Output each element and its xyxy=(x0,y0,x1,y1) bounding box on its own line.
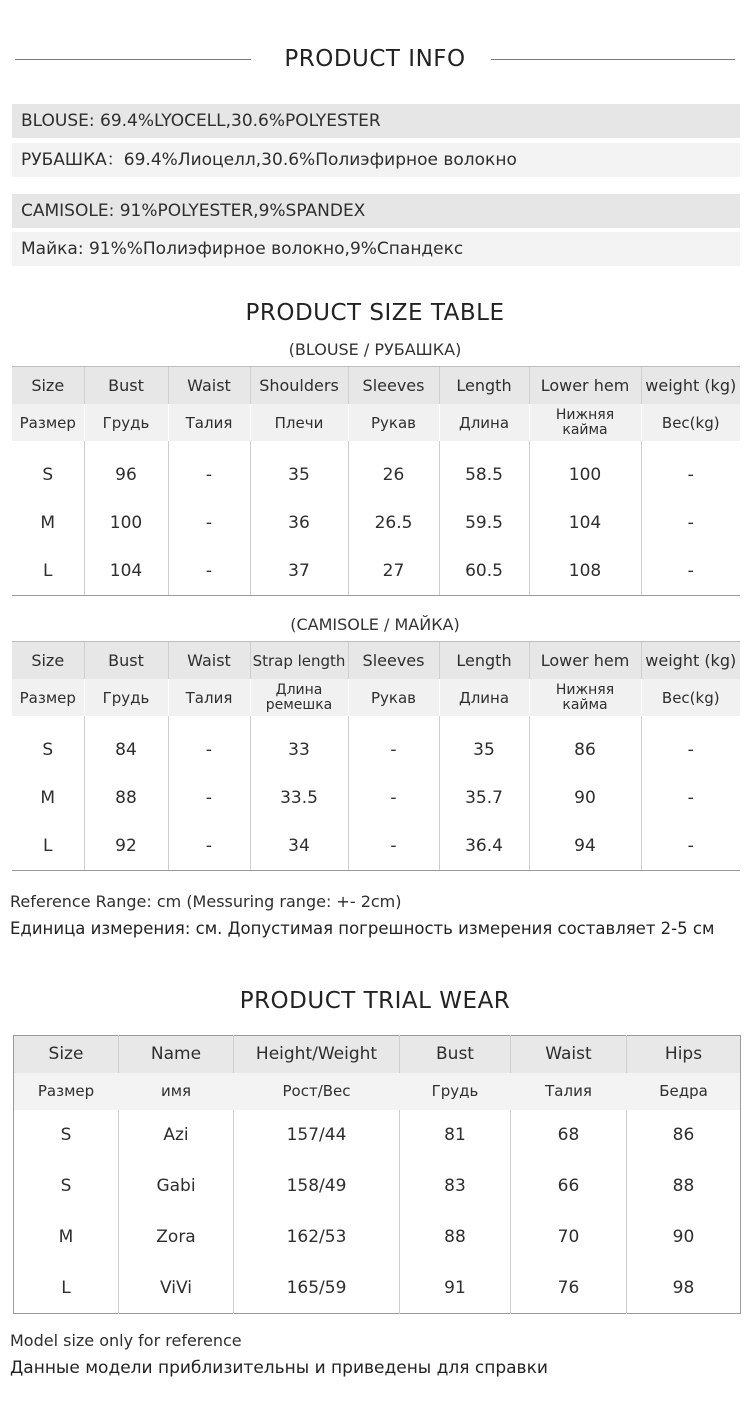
table-cell: 88 xyxy=(400,1212,511,1263)
header-cell: Sleeves xyxy=(348,367,439,404)
table-cell: - xyxy=(641,822,740,870)
header-cell: Waist xyxy=(168,367,250,404)
table-cell: 66 xyxy=(511,1161,627,1212)
info-camisole-en: CAMISOLE: 91%POLYESTER,9%SPANDEX xyxy=(12,194,740,228)
header-cell: Lower hem xyxy=(529,642,641,679)
header-cell-ru: Вес(kg) xyxy=(641,679,740,716)
header-cell-ru: Вес(kg) xyxy=(641,404,740,441)
table-cell: 35.7 xyxy=(439,774,529,822)
table-row xyxy=(12,774,740,822)
header-cell-ru: Размер xyxy=(14,1073,119,1110)
table-header-row xyxy=(12,367,740,404)
table-cell: Zora xyxy=(119,1212,234,1263)
header-cell-ru: Плечи xyxy=(250,404,348,441)
table-cell: 86 xyxy=(529,726,641,774)
table-cell: - xyxy=(641,547,740,595)
table-cell: M xyxy=(40,513,56,533)
header-cell: Length xyxy=(439,642,529,679)
table-cell: M xyxy=(58,1227,74,1247)
table-cell: 33.5 xyxy=(250,774,348,822)
header-cell-ru: Размер xyxy=(12,679,84,716)
header-cell: Height/Weight xyxy=(234,1036,400,1073)
table-cell: Azi xyxy=(119,1110,234,1161)
table-cell: 94 xyxy=(529,822,641,870)
table-cell: 60.5 xyxy=(439,547,529,595)
table-cell: 35 xyxy=(250,451,348,499)
table-cell: 88 xyxy=(84,774,168,822)
table-cell: 157/44 xyxy=(234,1110,400,1161)
table-cell: - xyxy=(168,547,250,595)
header-cell-ru: Длина xyxy=(439,679,529,716)
measure-note-ru: Единица измерения: см. Допустимая погрешность измерения составляет 2-5 см xyxy=(10,919,715,938)
table-cell: 27 xyxy=(348,547,439,595)
table-cell: - xyxy=(168,726,250,774)
model-note-ru: Данные модели приблизительны и приведены для справки xyxy=(10,1358,548,1378)
header-cell-ru: Талия xyxy=(168,404,250,441)
table-cell: 90 xyxy=(529,774,641,822)
header-cell: Size xyxy=(12,642,84,679)
table-row xyxy=(14,1161,741,1212)
table-cell: - xyxy=(168,822,250,870)
table-header-row-ru xyxy=(12,404,740,441)
table-cell: 162/53 xyxy=(234,1212,400,1263)
header-cell: Bust xyxy=(84,367,168,404)
table-row xyxy=(12,499,740,547)
table-cell: 104 xyxy=(84,547,168,595)
table-cell: ViVi xyxy=(119,1263,234,1314)
header-cell: Lower hem xyxy=(529,367,641,404)
table-row xyxy=(14,1212,741,1263)
table-cell: 36.4 xyxy=(439,822,529,870)
header-cell-ru: Длина xyxy=(439,404,529,441)
table-cell: - xyxy=(168,774,250,822)
header-cell-ru: Рост/Вес xyxy=(234,1073,400,1110)
table-cell: 104 xyxy=(529,499,641,547)
table-cell: 86 xyxy=(627,1110,741,1161)
table-cell: - xyxy=(641,726,740,774)
table-cell: 88 xyxy=(627,1161,741,1212)
table-row xyxy=(12,822,740,870)
table-cell: - xyxy=(641,774,740,822)
table-cell: 33 xyxy=(250,726,348,774)
table-cell: S xyxy=(42,465,54,485)
table-cell: 59.5 xyxy=(439,499,529,547)
table-cell: 84 xyxy=(84,726,168,774)
table-cell: - xyxy=(641,499,740,547)
header-cell: Size xyxy=(14,1036,119,1073)
table-cell: - xyxy=(348,774,439,822)
table-cell: - xyxy=(348,726,439,774)
table-header-row-ru xyxy=(12,679,740,716)
header-cell: weight (kg) xyxy=(641,367,740,404)
table-cell: 108 xyxy=(529,547,641,595)
table-cell: 100 xyxy=(529,451,641,499)
table-cell: M xyxy=(40,788,56,808)
table-header-row xyxy=(12,642,740,679)
header-cell: Hips xyxy=(627,1036,741,1073)
measure-note-en: Reference Range: cm (Messuring range: +- 2cm) xyxy=(10,892,402,911)
table-cell: 35 xyxy=(439,726,529,774)
blouse-subtitle: (BLOUSE / РУБАШКА) xyxy=(288,340,462,359)
camisole-subtitle: (CAMISOLE / МАЙКА) xyxy=(290,615,460,634)
table-cell: 92 xyxy=(84,822,168,870)
info-camisole-ru: Майка: 91%%Полиэфирное волокно,9%Спандекс xyxy=(12,232,740,266)
table-cell: 90 xyxy=(627,1212,741,1263)
table-cell: 37 xyxy=(250,547,348,595)
header-cell: Shoulders xyxy=(250,367,348,404)
trial-wear-table xyxy=(13,1035,741,1314)
table-cell: 91 xyxy=(400,1263,511,1314)
header-cell: Strap length xyxy=(250,642,348,679)
info-blouse-en: BLOUSE: 69.4%LYOCELL,30.6%POLYESTER xyxy=(12,104,740,138)
header-cell: Size xyxy=(12,367,84,404)
header-cell-ru: Рукав xyxy=(348,679,439,716)
header-cell-ru: Длина ремешка xyxy=(250,679,348,716)
header-cell-ru: Нижняя кайма xyxy=(529,679,641,716)
table-cell: 96 xyxy=(84,451,168,499)
header-cell: Waist xyxy=(168,642,250,679)
header-cell-ru: Грудь xyxy=(84,404,168,441)
table-cell: 36 xyxy=(250,499,348,547)
table-cell: 165/59 xyxy=(234,1263,400,1314)
header-cell-ru: Бедра xyxy=(627,1073,741,1110)
header-cell: Bust xyxy=(400,1036,511,1073)
table-cell: S xyxy=(42,740,54,760)
table-cell: 70 xyxy=(511,1212,627,1263)
table-header-row-ru xyxy=(14,1073,741,1110)
table-row xyxy=(12,547,740,595)
header-cell-ru: Талия xyxy=(511,1073,627,1110)
table-cell: S xyxy=(60,1176,72,1196)
table-cell: L xyxy=(12,822,84,870)
model-note-en: Model size only for reference xyxy=(10,1331,242,1350)
header-cell: Name xyxy=(119,1036,234,1073)
header-cell-ru: Грудь xyxy=(84,679,168,716)
table-cell: 58.5 xyxy=(439,451,529,499)
table-cell: 26.5 xyxy=(348,499,439,547)
table-row xyxy=(14,1110,741,1161)
header-cell-ru: имя xyxy=(119,1073,234,1110)
table-cell: - xyxy=(168,451,250,499)
table-cell: 98 xyxy=(627,1263,741,1314)
trial-wear-title: PRODUCT TRIAL WEAR xyxy=(239,988,511,1014)
header-cell-ru: Талия xyxy=(168,679,250,716)
product-info-title: PRODUCT INFO xyxy=(284,46,466,72)
table-cell: 81 xyxy=(400,1110,511,1161)
table-cell: - xyxy=(641,451,740,499)
header-cell: Sleeves xyxy=(348,642,439,679)
table-cell: 68 xyxy=(511,1110,627,1161)
table-row xyxy=(12,451,740,499)
size-table-title: PRODUCT SIZE TABLE xyxy=(245,300,505,326)
header-cell-ru: Грудь xyxy=(400,1073,511,1110)
header-cell: Waist xyxy=(511,1036,627,1073)
table-cell: 34 xyxy=(250,822,348,870)
header-cell-ru: Рукав xyxy=(348,404,439,441)
header-cell-ru: Размер xyxy=(12,404,84,441)
table-cell: S xyxy=(60,1125,72,1145)
table-cell: 100 xyxy=(84,499,168,547)
table-row xyxy=(12,726,740,774)
table-cell: - xyxy=(348,822,439,870)
header-cell: Length xyxy=(439,367,529,404)
table-cell: 158/49 xyxy=(234,1161,400,1212)
title-divider-right xyxy=(491,59,735,60)
blouse-size-table xyxy=(12,367,740,596)
table-cell: Gabi xyxy=(119,1161,234,1212)
table-cell: L xyxy=(12,547,84,595)
table-header-row xyxy=(14,1036,741,1073)
info-blouse-ru: РУБАШКА：69.4%Лиоцелл,30.6%Полиэфирное волокно xyxy=(12,143,740,177)
header-cell: weight (kg) xyxy=(641,642,740,679)
table-cell: L xyxy=(61,1277,71,1298)
table-row xyxy=(14,1263,741,1314)
table-cell: 76 xyxy=(511,1263,627,1314)
table-cell: 26 xyxy=(348,451,439,499)
header-cell-ru: Нижняя кайма xyxy=(529,404,641,441)
camisole-size-table xyxy=(12,642,740,871)
table-cell: - xyxy=(168,499,250,547)
table-cell: 83 xyxy=(400,1161,511,1212)
header-cell: Bust xyxy=(84,642,168,679)
